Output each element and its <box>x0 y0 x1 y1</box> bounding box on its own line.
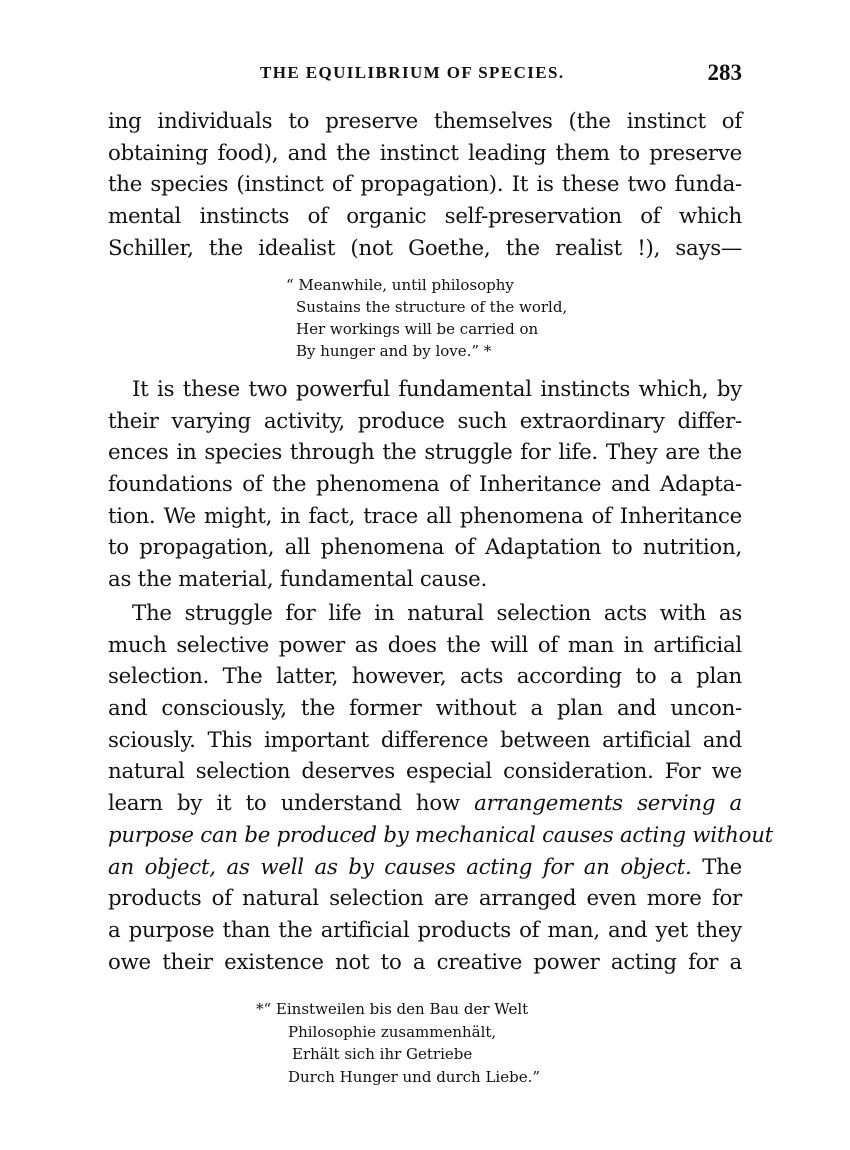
verse-quotation <box>286 274 567 362</box>
text-line: Schiller, the idealist (not Goethe, the realist !), says— <box>108 235 742 261</box>
text-line: The struggle for life in natural selection acts with as <box>132 601 742 626</box>
text-line: much selective power as does the will of man in artificial <box>108 632 742 658</box>
verse-line: Sustains the structure of the world, <box>296 298 568 316</box>
text-line: ing individuals to preserve themselves (the instinct of <box>108 109 742 134</box>
text-line: their varying activity, produce such extraordinary differ- <box>108 408 742 434</box>
text-line: mental instincts of organic self-preservation of which <box>108 204 742 230</box>
text-line: tion. We might, in fact, trace all phenomena of Inheritance <box>108 503 742 529</box>
page-number: 283 <box>707 60 742 85</box>
text-run: The <box>691 854 742 880</box>
text-line: products of natural selection are arranged even more for <box>108 886 742 912</box>
text-line: It is these two powerful fundamental instincts which, by <box>132 377 742 402</box>
text-line: ences in species through the struggle for life. They are the <box>108 440 742 466</box>
text-line: selection. The latter, however, acts according to a plan <box>108 664 742 690</box>
paragraph-3 <box>108 598 773 978</box>
page-header <box>108 60 742 89</box>
footnote-line: Durch Hunger und durch Liebe.” <box>288 1067 541 1086</box>
footnote-line: Erhält sich ihr Getriebe <box>292 1045 473 1063</box>
emphasized-text: arrangements serving a <box>474 791 742 817</box>
text-line <box>108 788 742 820</box>
verse-line: “ Meanwhile, until philosophy <box>286 276 514 294</box>
emphasized-text: an object, as well as by causes acting for an object. <box>108 854 692 880</box>
paragraph-2 <box>108 374 742 596</box>
text-line: and consciously, the former without a plan and uncon- <box>108 696 742 722</box>
text-line: natural selection deserves especial consideration. For we <box>108 759 742 785</box>
footnote <box>256 998 540 1088</box>
footnote-line: *“ Einstweilen bis den Bau der Welt <box>256 1000 529 1018</box>
text-line <box>108 852 742 884</box>
text-line: sciously. This important difference between artificial and <box>108 727 742 753</box>
text-line: foundations of the phenomena of Inheritance and Adapta- <box>108 472 742 498</box>
text-line: a purpose than the artificial products of man, and yet they <box>108 917 742 943</box>
running-head: THE EQUILIBRIUM OF SPECIES. <box>260 63 565 82</box>
verse-line: By hunger and by love.” * <box>296 342 492 360</box>
text-line: obtaining food), and the instinct leading them to preserve <box>108 140 742 166</box>
text-line: as the material, fundamental cause. <box>108 567 488 593</box>
paragraph-1 <box>108 106 742 264</box>
verse-line: Her workings will be carried on <box>296 320 539 338</box>
text-line: the species (instinct of propagation). It is these two funda- <box>108 172 742 198</box>
emphasized-text: purpose can be produced by mechanical causes acting without <box>108 822 773 848</box>
footnote-line: Philosophie zusammenhält, <box>288 1022 497 1041</box>
text-run: learn by it to understand how <box>108 791 475 817</box>
text-line: owe their existence not to a creative power acting for a <box>108 949 742 975</box>
text-line: to propagation, all phenomena of Adaptation to nutrition, <box>108 535 742 561</box>
